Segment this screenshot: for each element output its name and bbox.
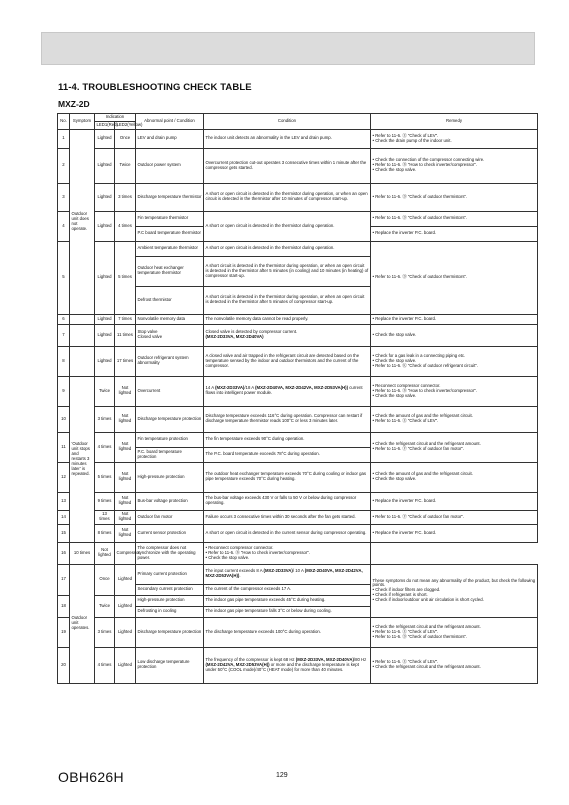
- row-no: 18: [58, 595, 70, 617]
- remedy-cell: • Refer to 11-6. Ⓓ "Check of outdoor thermistors".: [371, 211, 538, 226]
- page-number: 129: [276, 772, 288, 779]
- remedy-cell: • Refer to 11-6. Ⓓ "Check of outdoor thermistors".: [371, 241, 538, 314]
- led2-cell: 5 times: [115, 241, 136, 314]
- remedy-cell: • Replace the inverter P.C. board.: [371, 524, 538, 542]
- header-indication: Indication: [95, 114, 136, 122]
- abnormal-cell: High-pressure protection: [136, 462, 204, 492]
- remedy-cell: • Check the stop valve.: [371, 324, 538, 346]
- condition-cell: [204, 647, 371, 683]
- row-no: 17: [58, 564, 70, 595]
- condition-text: The input current exceeds 8 A: [205, 568, 264, 574]
- section-title: 11-4. TROUBLESHOOTING CHECK TABLE: [58, 82, 252, 93]
- abnormal-cell: Discharge temperature protection: [136, 406, 204, 432]
- remedy-cell: • Refer to 11-6. Ⓔ "Check of LEV". • Check the drain pump of the indoor unit.: [371, 129, 538, 148]
- symptom-cell: 'Outdoor unit stops and restarts 3 minutes later' is repeated.: [70, 376, 95, 542]
- table-row: [58, 406, 538, 432]
- led2-cell: Not lighted: [115, 376, 136, 406]
- document-code: OBH626H: [58, 769, 124, 785]
- header-bar: [41, 32, 535, 65]
- abnormal-cell: P.C. board temperature protection: [136, 447, 204, 462]
- abnormal-cell: Nonvolatile memory data: [136, 314, 204, 324]
- table-row: [58, 492, 538, 510]
- led1-cell: Lighted: [95, 314, 115, 324]
- led2-cell: 4 times: [115, 211, 136, 241]
- condition-text: current flows into intelligent power module.: [205, 385, 363, 396]
- table-row: [58, 148, 538, 183]
- condition-cell: Failure occurs 3 consecutive times within 30 seconds after the fan gets started.: [204, 510, 371, 524]
- row-no: 10: [58, 406, 70, 432]
- abnormal-cell: Primary current protection: [136, 564, 204, 584]
- led1-cell: Lighted: [95, 324, 115, 346]
- table-row: [58, 183, 538, 211]
- led2-cell: Lighted: [115, 564, 136, 595]
- troubleshooting-table: [57, 113, 538, 684]
- remedy-cell: • Reconnect compressor connector. • Refer to 11-6. Ⓑ "How to check inverter/compressor". • Check the stop valve.: [371, 376, 538, 406]
- model-list: (MXZ-2D40VA, MXZ-2D42VA, MXZ-2D53VA(H)): [205, 568, 363, 579]
- led1-cell: Lighted: [95, 346, 115, 376]
- header-no: No.: [58, 114, 70, 130]
- led2-cell: 7 times: [115, 314, 136, 324]
- table-row: [58, 524, 538, 542]
- remedy-cell: • Refer to 11-6. Ⓕ "Check of outdoor fan motor".: [371, 510, 538, 524]
- symptom-cell: Outdoor unit does not operate.: [70, 129, 95, 314]
- abnormal-cell: LEV and drain pump: [136, 129, 204, 148]
- led2-cell: Not lighted: [115, 524, 136, 542]
- row-no: 8: [58, 346, 70, 376]
- condition-cell: The indoor gas pipe temperature falls 3°C or below during cooling.: [204, 606, 371, 617]
- condition-cell: A short circuit is detected in the thermistor during operation, or when an open circuit is detected in the thermistor after 5 minutes (in cooling) and 10 minutes (in heating) of compressor start-up.: [204, 256, 371, 286]
- table-row: [58, 510, 538, 524]
- row-no: 5: [58, 241, 70, 314]
- remedy-cell: • Refer to 11-6. Ⓔ "Check of LEV". • Check the refrigerant circuit and the refrigerant amount.: [371, 647, 538, 683]
- row-no: 6: [58, 314, 70, 324]
- row-no: 16: [58, 542, 70, 564]
- abnormal-cell: Defrost thermistor: [136, 286, 204, 314]
- led1-cell: 5 times: [95, 462, 115, 492]
- row-no: 15: [58, 524, 70, 542]
- remedy-cell: • Check the amount of gas and the refrigerant circuit. • Refer to 11-6. Ⓔ "Check of LEV".: [371, 406, 538, 432]
- led2-cell: 3 times: [115, 183, 136, 211]
- abnormal-cell: Secondary current protection: [136, 584, 204, 595]
- led2-cell: Not lighted: [115, 492, 136, 510]
- led2-cell: Not lighted: [115, 432, 136, 462]
- abnormal-cell: Defrosting in cooling: [136, 606, 204, 617]
- condition-text: 14 A: [205, 385, 216, 391]
- abnormal-cell: Discharge temperature protection: [136, 617, 204, 647]
- table-row: [58, 211, 538, 226]
- table-row: [58, 542, 538, 564]
- abnormal-cell: P.C board temperature thermistor: [136, 226, 204, 241]
- condition-cell: A closed valve and air trapped in the refrigerant circuit are detected based on the temperature sensed by the indoor and outdoor thermistors and the current of the compressor.: [204, 346, 371, 376]
- led2-cell: Lighted: [115, 617, 136, 647]
- led1-cell: Lighted: [95, 148, 115, 183]
- header-symptom: Symptom: [70, 114, 95, 130]
- condition-text: .: [239, 573, 241, 579]
- abnormal-cell: Overcurrent: [136, 376, 204, 406]
- remedy-cell: • Check the amount of gas and the refrigerant circuit. • Check the stop valve.: [371, 462, 538, 492]
- condition-cell: A short or open circuit is detected in the current sensor during compressor operating.: [204, 524, 371, 542]
- model-list: (MXZ-2D33VA): [263, 568, 293, 574]
- header-condition: Condition: [204, 114, 371, 130]
- led1-cell: Twice: [95, 595, 115, 617]
- abnormal-cell: Current sensor protection: [136, 524, 204, 542]
- led1-cell: 10 times: [70, 542, 95, 564]
- row-no: 3: [58, 183, 70, 211]
- led1-cell: Twice: [95, 376, 115, 406]
- condition-cell: The discharge temperature exceeds 100°C during operation.: [204, 617, 371, 647]
- symptom-cell-blank: [70, 324, 95, 346]
- led2-cell: Not lighted: [115, 462, 136, 492]
- model-list: (MXZ-2D40VA, MXZ-2D42VA, MXZ-2D53VA(H)): [255, 385, 348, 391]
- table-row: [58, 346, 538, 376]
- condition-cell: The outdoor heat exchanger temperature exceeds 70°C during cooling or indoor gas pipe temperature exceeds 70°C during heating.: [204, 462, 371, 492]
- condition-cell: Discharge temperature exceeds 116°C during operation. Compressor can restart if discharge temperature thermistor reads 100°C or less 3 minutes later.: [204, 406, 371, 432]
- row-no: 20: [58, 647, 70, 683]
- condition-text: Closed valve is detected by compressor current.: [205, 329, 298, 335]
- condition-cell: The P.C. board temperature exceeds 78°C during operation.: [204, 447, 371, 462]
- led2-cell: 17 times: [115, 346, 136, 376]
- condition-text: /18 A: [244, 385, 256, 391]
- header-remedy: Remedy: [371, 114, 538, 130]
- table-row: [58, 617, 538, 647]
- row-no: 11: [58, 432, 70, 462]
- table-row: [58, 432, 538, 447]
- abnormal-cell: Stop valve Closed valve: [136, 324, 204, 346]
- table-row: [58, 314, 538, 324]
- condition-text: / 10 A: [292, 568, 305, 574]
- row-no: 12: [58, 462, 70, 492]
- led1-cell: Lighted: [95, 183, 115, 211]
- remedy-cell: • Check the connection of the compressor connecting wire. • Refer to 11-6. Ⓑ "How to check inverter/compressor". • Check the stop valve.: [371, 148, 538, 183]
- led1-cell: 4 times: [95, 432, 115, 462]
- condition-text: or more and the discharge temperature is kept under 50°C (COOL mode)/40°C (HEAT mode) for more than 40 minutes.: [205, 661, 359, 672]
- table-row: [58, 647, 538, 683]
- condition-cell: Overcurrent protection cut-out operates 3 consecutive times within 1 minute after the compressor gets started.: [204, 148, 371, 183]
- condition-cell: The compressor does not synchronize with the operating power.: [136, 542, 204, 564]
- model-list: (MXZ-2D42VA, MXZ-2D53VA(H)): [205, 661, 270, 667]
- abnormal-cell: High-pressure protection: [136, 595, 204, 606]
- header-row: [58, 114, 538, 122]
- row-no: 7: [58, 324, 70, 346]
- condition-cell: The fin temperature exceeds 90°C during operation.: [204, 432, 371, 447]
- condition-cell: The indoor gas pipe temperature exceeds 45°C during heating.: [204, 595, 371, 606]
- condition-cell: [204, 324, 371, 346]
- header-abnormal-point: Abnormal point / Condition: [136, 114, 204, 130]
- row-no: 4: [58, 211, 70, 241]
- remedy-cell: These symptoms do not mean any abnormality of the product, but check the following points. • Check if indoor filters are clogged. • Check if refrigerant is short. • Check if indoor/outdoor unit air circulation is short cycled.: [371, 564, 538, 617]
- model-list: (MXZ-2D33VA, MXZ-2D40VA): [205, 334, 264, 340]
- led1-cell: 4 times: [95, 647, 115, 683]
- remedy-cell: • Refer to 11-6. Ⓓ "Check of outdoor thermistors".: [371, 183, 538, 211]
- row-no: 13: [58, 492, 70, 510]
- condition-cell: A short or open circuit is detected in the thermistor during operation.: [204, 241, 371, 256]
- table-row: [58, 462, 538, 492]
- led1-cell: 3 times: [95, 406, 115, 432]
- led1-cell: Once: [95, 564, 115, 595]
- led1-cell: Lighted: [95, 211, 115, 241]
- led2-cell: Twice: [115, 148, 136, 183]
- symptom-cell: Outdoor unit operates.: [70, 564, 95, 683]
- table-row: [58, 129, 538, 148]
- row-no: 9: [58, 376, 70, 406]
- header-led2: LED2(Yellow): [115, 121, 136, 129]
- table-row: [58, 564, 538, 584]
- condition-cell: A short circuit is detected in the thermistor during operation, or when an open circuit is detected in the thermistor after 5 minutes of compressor start-up.: [204, 286, 371, 314]
- model-list: (MXZ-2D33VA): [215, 385, 245, 391]
- symptom-cell-blank: [70, 314, 95, 324]
- abnormal-cell: Outdoor power system: [136, 148, 204, 183]
- abnormal-cell: Low discharge temperature protection: [136, 647, 204, 683]
- abnormal-cell: Fin temperature thermistor: [136, 211, 204, 226]
- led2-cell: 11 times: [115, 324, 136, 346]
- symptom-cell-blank: [70, 346, 95, 376]
- abnormal-cell: Outdoor refrigerant system abnormality: [136, 346, 204, 376]
- led2-cell: Once: [115, 129, 136, 148]
- model-title: MXZ-2D: [58, 99, 90, 109]
- abnormal-cell: Outdoor heat exchanger temperature thermistor: [136, 256, 204, 286]
- condition-cell: [204, 564, 371, 584]
- row-no: 14: [58, 510, 70, 524]
- remedy-cell: • Reconnect compressor connector. • Refer to 11-6. Ⓑ "How to check inverter/compressor". • Check the stop valve.: [204, 542, 371, 564]
- model-list: (MXZ-2D33VA, MXZ-2D40VA): [295, 656, 354, 662]
- led2-cell: Not lighted: [95, 542, 115, 564]
- condition-cell: The current of the compressor exceeds 17 A.: [204, 584, 371, 595]
- remedy-cell: • Replace the inverter P.C. board.: [371, 314, 538, 324]
- led2-cell: Lighted: [115, 595, 136, 617]
- table-row: [58, 324, 538, 346]
- led1-cell: 13 times: [95, 510, 115, 524]
- row-no: 19: [58, 617, 70, 647]
- abnormal-cell: Compressor: [115, 542, 136, 564]
- row-no: 2: [58, 148, 70, 183]
- condition-text: The frequency of the compressor is kept 68 Hz: [205, 656, 296, 662]
- remedy-cell: • Check for a gas leak in a connecting piping etc. • Check the stop valve. • Refer to 11-6. Ⓚ "Check of outdoor refrigerant circuit".: [371, 346, 538, 376]
- led2-cell: Not lighted: [115, 406, 136, 432]
- row-no: 1: [58, 129, 70, 148]
- condition-cell: [204, 376, 371, 406]
- remedy-cell: • Replace the inverter P.C. board.: [371, 226, 538, 241]
- condition-text: /80 Hz: [353, 656, 367, 662]
- condition-cell: A short or open circuit is detected in the thermistor during operation, or when an open circuit is detected in the thermistor after 10 minutes of compressor start-up.: [204, 183, 371, 211]
- condition-cell: The nonvolatile memory data cannot be read properly.: [204, 314, 371, 324]
- condition-cell: A short or open circuit is detected in the thermistor during operation.: [204, 211, 371, 241]
- table-row: [58, 376, 538, 406]
- remedy-cell: • Replace the inverter P.C. board.: [371, 492, 538, 510]
- abnormal-cell: Ambient temperature thermistor: [136, 241, 204, 256]
- condition-cell: The indoor unit detects an abnormality in the LEV and drain pump.: [204, 129, 371, 148]
- remedy-cell: • Check the refrigerant circuit and the refrigerant amount. • Refer to 11-6. Ⓕ "Check of outdoor fan motor".: [371, 432, 538, 462]
- led1-cell: 9 times: [95, 492, 115, 510]
- header-led1: LED1(Red): [95, 121, 115, 129]
- abnormal-cell: Fin temperature protection: [136, 432, 204, 447]
- led2-cell: Not lighted: [115, 510, 136, 524]
- abnormal-cell: Bus-bar voltage protection: [136, 492, 204, 510]
- remedy-cell: • Check the refrigerant circuit and the refrigerant amount. • Refer to 11-6. Ⓔ "Check of LEV". • Refer to 11-6. Ⓓ "Check of outdoor thermistors".: [371, 617, 538, 647]
- table-row: [58, 241, 538, 256]
- led1-cell: 3 times: [95, 617, 115, 647]
- led2-cell: Lighted: [115, 647, 136, 683]
- condition-cell: The bus-bar voltage exceeds 430 V or falls to 50 V or below during compressor operating.: [204, 492, 371, 510]
- abnormal-cell: Discharge temperature thermistor: [136, 183, 204, 211]
- led1-cell: 8 times: [95, 524, 115, 542]
- led1-cell: Lighted: [95, 129, 115, 148]
- abnormal-cell: Outdoor fan motor: [136, 510, 204, 524]
- led1-cell: Lighted: [95, 241, 115, 314]
